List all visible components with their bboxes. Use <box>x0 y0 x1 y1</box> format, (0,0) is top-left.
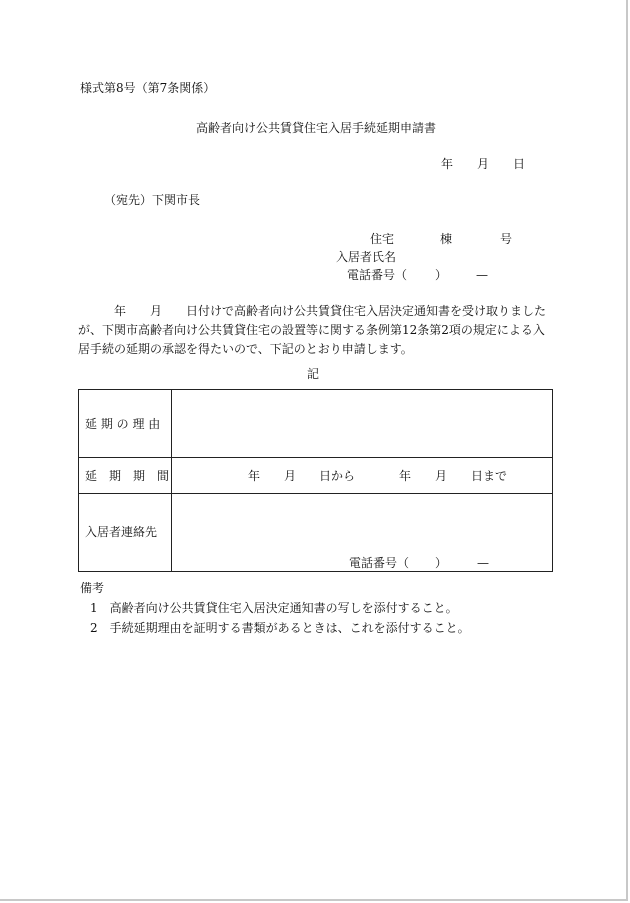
addressee: （宛先）下関市長 <box>104 193 201 207</box>
applicant-phone-paren-close: ） <box>435 268 448 282</box>
applicant-phone-label: 電話番号（ <box>347 268 408 282</box>
building-label: 棟 <box>440 232 453 246</box>
period-from-day: 日から <box>319 469 356 483</box>
period-to-day: 日まで <box>471 469 508 483</box>
housing-label: 住宅 <box>370 232 395 246</box>
note-item: 1 高齢者向け公共賃貸住宅入居決定通知書の写しを添付すること。 <box>90 601 458 615</box>
date-year-label: 年 <box>441 157 454 171</box>
contact-phone-paren-close: ） <box>435 556 448 570</box>
date-month-label: 月 <box>477 157 490 171</box>
ki-heading: 記 <box>307 367 320 381</box>
contact-phone-label: 電話番号（ <box>349 556 410 570</box>
table-row-divider <box>79 457 552 458</box>
note-item: 2 手続延期理由を証明する書類があるときは、これを添付すること。 <box>90 621 470 635</box>
contact-phone-dash: — <box>477 556 489 570</box>
table-row-divider <box>79 493 552 494</box>
date-day-label: 日 <box>513 157 526 171</box>
room-number-label: 号 <box>500 232 513 246</box>
period-from-month: 月 <box>284 469 297 483</box>
application-body-text: 年 月 日付けで高齢者向け公共賃貸住宅入居決定通知書を受け取りましたが、下関市高齢者向け公共賃貸住宅の設置等に関する条例第12条第2項の規定による入居手続の延期の承認を得たいので、下記のとおり申請します。 <box>78 304 547 356</box>
period-to-month: 月 <box>435 469 448 483</box>
contact-label: 入居者連絡先 <box>85 525 158 539</box>
application-form-table <box>78 389 553 572</box>
form-number: 様式第8号（第7条関係） <box>80 81 216 95</box>
table-column-divider <box>171 390 172 571</box>
applicant-phone-dash: — <box>476 268 488 282</box>
resident-name-label: 入居者氏名 <box>336 250 397 264</box>
document-title: 高齢者向け公共賃貸住宅入居手続延期申請書 <box>196 121 437 135</box>
period-label: 延 期 期 間 <box>85 469 170 483</box>
period-to-year: 年 <box>399 469 412 483</box>
period-from-year: 年 <box>248 469 261 483</box>
reason-label: 延 期 の 理 由 <box>85 417 161 431</box>
notes-heading: 備考 <box>80 581 105 595</box>
